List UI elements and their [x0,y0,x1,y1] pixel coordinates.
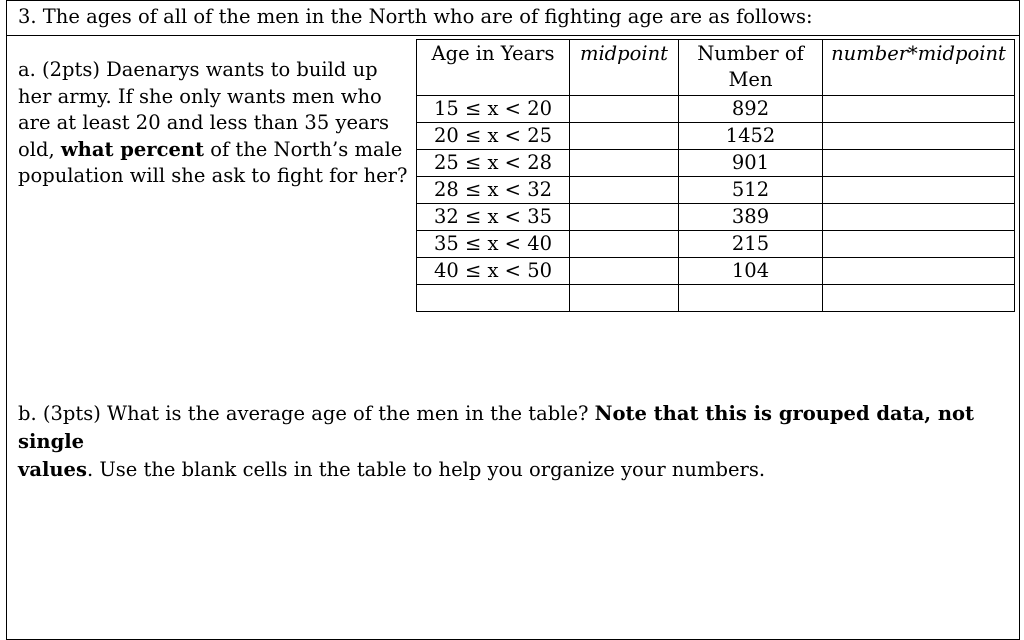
number-cell [679,285,823,312]
col-header-number-text: Number of Men [697,42,804,91]
midpoint-cell[interactable] [570,204,679,231]
col-header-midpoint: midpoint [570,40,679,96]
product-cell[interactable] [823,150,1015,177]
midpoint-cell[interactable] [570,150,679,177]
number-cell: 389 [679,204,823,231]
part-b-text [18,400,1018,484]
age-cell [417,285,570,312]
part-a-suffix: of the North’s male population will she ask to fight for her? [18,137,408,187]
part-a-text [18,57,413,190]
part-a-prefix: a. (2pts) Daenarys wants to build up her army. If she only wants men who are at least 20 and less than 35 years old, [18,58,389,161]
table-row [417,150,1015,177]
product-cell[interactable] [823,177,1015,204]
midpoint-cell[interactable] [570,285,679,312]
age-cell: 35 ≤ x < 40 [417,231,570,258]
age-cell: 40 ≤ x < 50 [417,258,570,285]
age-cell: 28 ≤ x < 32 [417,177,570,204]
number-cell: 104 [679,258,823,285]
age-cell: 32 ≤ x < 35 [417,204,570,231]
product-cell[interactable] [823,123,1015,150]
product-cell[interactable] [823,258,1015,285]
table-row [417,231,1015,258]
age-cell: 15 ≤ x < 20 [417,96,570,123]
product-cell[interactable] [823,96,1015,123]
number-cell: 892 [679,96,823,123]
age-cell: 20 ≤ x < 25 [417,123,570,150]
midpoint-cell[interactable] [570,177,679,204]
midpoint-cell[interactable] [570,231,679,258]
product-cell[interactable] [823,231,1015,258]
number-cell: 901 [679,150,823,177]
table-row [417,96,1015,123]
part-b-prefix: b. (3pts) What is the average age of the men in the table? [18,402,595,425]
col-header-number [679,40,823,96]
table-row [417,177,1015,204]
part-b-emphasis: Note that this is grouped data, not single [18,402,975,453]
table-header-row [417,40,1015,96]
part-a-emphasis: what percent [60,137,205,161]
col-header-product: number*midpoint [823,40,1015,96]
table-row [417,123,1015,150]
table-row [417,204,1015,231]
midpoint-cell[interactable] [570,96,679,123]
part-b-emphasis-2: values [18,458,87,481]
col-header-age: Age in Years [417,40,570,96]
midpoint-cell[interactable] [570,258,679,285]
midpoint-cell[interactable] [570,123,679,150]
part-b-suffix: . Use the blank cells in the table to help you organize your numbers. [86,458,766,481]
number-cell: 215 [679,231,823,258]
table-row [417,285,1015,312]
question-prompt: 3. The ages of all of the men in the North who are of fighting age are as follows: [18,5,813,28]
product-cell[interactable] [823,285,1015,312]
product-cell[interactable] [823,204,1015,231]
number-cell: 512 [679,177,823,204]
question-header [6,0,1020,36]
age-cell: 25 ≤ x < 28 [417,150,570,177]
frequency-table [416,39,1015,312]
table-row [417,258,1015,285]
number-cell: 1452 [679,123,823,150]
